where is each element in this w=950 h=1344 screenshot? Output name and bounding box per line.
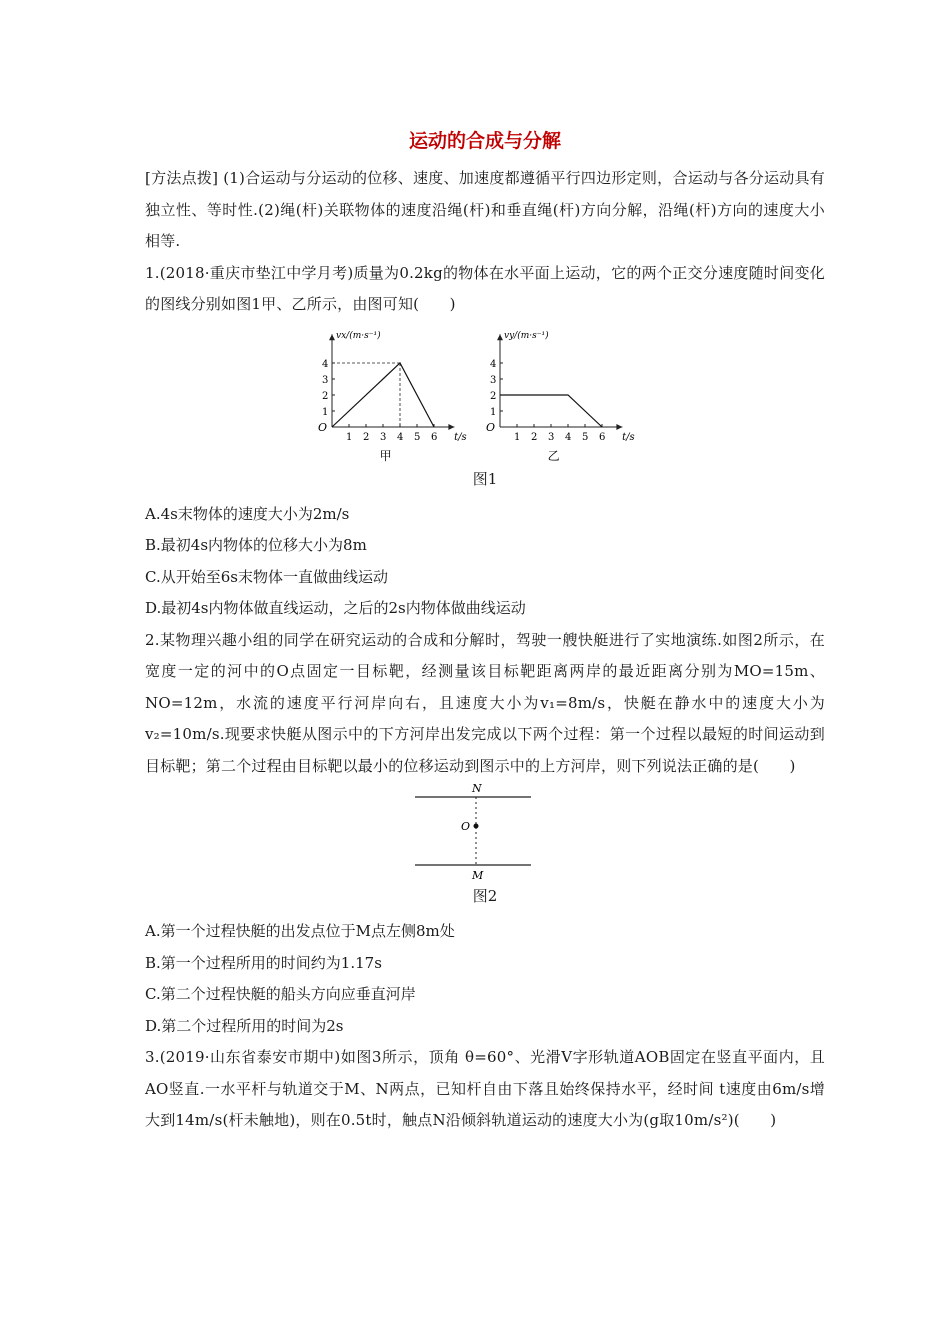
yi-panel-title: 乙 <box>547 448 560 463</box>
jia-ytick-label: 4 <box>322 358 329 370</box>
yi-ytick-label: 2 <box>490 390 497 402</box>
jia-xtick-label: 1 <box>346 431 353 443</box>
q2-option-b[interactable]: B.第一个过程所用的时间约为1.17s <box>145 953 382 972</box>
label-m: M <box>472 869 484 882</box>
yi-y-arrow <box>497 334 503 340</box>
figure-1 <box>145 325 825 465</box>
yi-x-label: t/s <box>622 431 635 443</box>
jia-xtick-label: 2 <box>363 431 370 443</box>
q1-option-d[interactable]: D.最初4s内物体做直线运动，之后的2s内物体做曲线运动 <box>145 599 526 617</box>
yi-y-label: vy/(m·s⁻¹) <box>504 330 549 341</box>
jia-origin-label: O <box>318 420 328 434</box>
q1-stem: 1.(2018·重庆市垫江中学月考)质量为0.2kg的物体在水平面上运动，它的两个正交分速度随时间变化的图线分别如图1甲、乙所示，由图可知( ) <box>145 263 825 313</box>
jia-xtick-label: 4 <box>397 431 404 443</box>
q2-option-a[interactable]: A.第一个过程快艇的出发点位于M点左侧8m处 <box>145 922 455 940</box>
q3-stem: 3.(2019·山东省泰安市期中)如图3所示，顶角 θ=60°、光滑V字形轨道AOB固定在竖直平面内，且AO竖直.一水平杆与轨道交于M、N两点，已知杆自由下落且始终保持水平，经时间 t速度由6m/s增大到14m/s(杆未触地)，则在0.5t时，触点N沿倾斜轨道运动的速度大小为(g取10m/s²)( ) <box>145 1048 825 1129</box>
jia-x-arrow <box>448 424 454 430</box>
label-n: N <box>472 782 482 795</box>
jia-ytick-label: 3 <box>322 374 329 386</box>
yi-ytick-label: 1 <box>490 406 497 418</box>
page-title: 运动的合成与分解 <box>408 130 561 152</box>
yi-xtick-label: 4 <box>565 431 572 443</box>
method-tips: [方法点拨] (1)合运动与分运动的位移、速度、加速度都遵循平行四边形定则，合运动与各分运动具有独立性、等时性.(2)绳(杆)关联物体的速度沿绳(杆)和垂直绳(杆)方向分解，沿绳(杆)方向的速度大小相等. <box>145 169 825 250</box>
q2-option-d[interactable]: D.第二个过程所用的时间为2s <box>145 1016 344 1035</box>
yi-xtick-label: 3 <box>548 431 555 443</box>
jia-x-label: t/s <box>454 431 467 443</box>
figure-1-graphs <box>145 325 825 465</box>
q1-option-c[interactable]: C.从开始至6s末物体一直做曲线运动 <box>145 567 388 586</box>
yi-x-arrow <box>616 424 622 430</box>
jia-y-label: vx/(m·s⁻¹) <box>336 330 381 341</box>
target-point-o <box>474 824 479 829</box>
jia-y-arrow <box>329 334 335 340</box>
yi-ytick-label: 3 <box>490 374 497 386</box>
yi-origin-label: O <box>486 420 496 434</box>
yi-xtick-label: 6 <box>599 431 606 443</box>
figure-2-caption: 图2 <box>472 887 498 905</box>
yi-xtick-label: 2 <box>531 431 538 443</box>
yi-ytick-label: 4 <box>490 358 497 370</box>
jia-xtick-label: 3 <box>380 431 387 443</box>
figure-1-caption: 图1 <box>472 469 498 488</box>
yi-xtick-label: 5 <box>582 431 589 443</box>
yi-velocity-line <box>500 395 602 427</box>
q1-option-b[interactable]: B.最初4s内物体的位移大小为8m <box>145 536 367 554</box>
figure-2 <box>145 782 825 882</box>
jia-ytick-label: 2 <box>322 390 329 402</box>
jia-panel-title: 甲 <box>379 448 392 463</box>
yi-xtick-label: 1 <box>514 431 521 443</box>
q2-stem: 2.某物理兴趣小组的同学在研究运动的合成和分解时，驾驶一艘快艇进行了实地演练.如图2所示，在宽度一定的河中的O点固定一目标靶，经测量该目标靶距离两岸的最近距离分别为MO=15m、NO=12m，水流的速度平行河岸向右，且速度大小为v₁=8m/s，快艇在静水中的速度大小为v₂=10m/s.现要求快艇从图示中的下方河岸出发完成以下两个过程：第一个过程以最短的时间运动到目标靶；第二个过程由目标靶以最小的位移运动到图示中的上方河岸，则下列说法正确的是( ) <box>145 630 825 775</box>
document-page <box>145 118 825 1137</box>
jia-xtick-label: 6 <box>431 431 438 443</box>
jia-xtick-label: 5 <box>414 431 421 443</box>
label-o: O <box>461 820 471 833</box>
jia-ytick-label: 1 <box>322 406 329 418</box>
jia-velocity-line <box>332 363 434 427</box>
q2-option-c[interactable]: C.第二个过程快艇的船头方向应垂直河岸 <box>145 985 416 1003</box>
q1-option-a[interactable]: A.4s末物体的速度大小为2m/s <box>145 504 350 523</box>
river-diagram <box>145 782 825 882</box>
